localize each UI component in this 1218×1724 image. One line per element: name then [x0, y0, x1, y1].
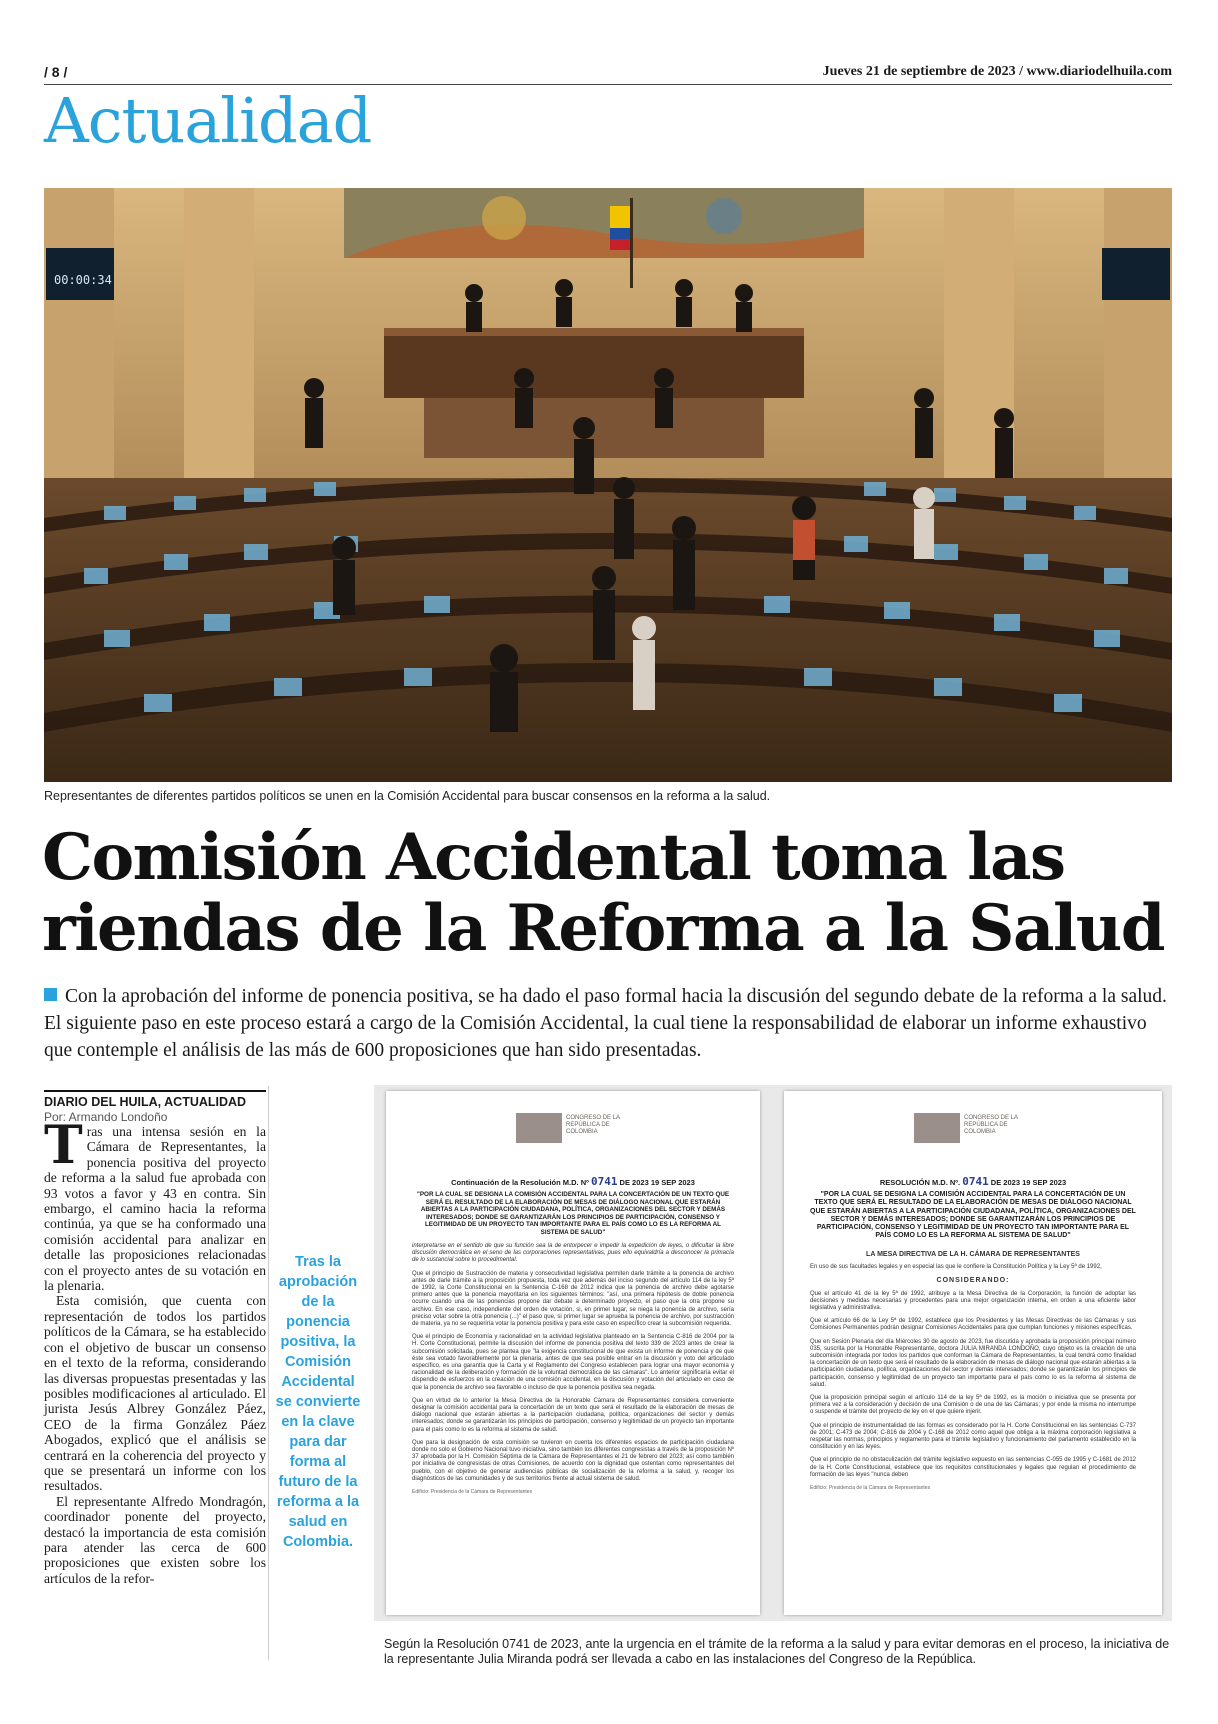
paragraph-1-text: ras una intensa sesión en la Cámara de Representantes, la ponencia positiva del proyecto de reforma a la salud fue aprobada con 93 votos a favor y 43 en contra. Sin embargo, el camino hacia la reforma continúa, ya que se ha conformado una comisión accidental para analizar en detalle las proposiciones relacionadas con el proyecto antes de su votación en la plenaria.	[44, 1124, 266, 1294]
pull-quote: Tras la aprobación de la ponencia positiva, la Comisión Accidental se convierte en la clave para dar forma al futuro de la reforma a la salud en Colombia.	[275, 1254, 361, 1550]
congress-crest-icon: CONGRESO DE LA REPÚBLICA DE COLOMBIA	[914, 1113, 1024, 1143]
photo-caption: Representantes de diferentes partidos políticos se unen en la Comisión Accidental para buscar consensos en la reforma a la salud.	[44, 789, 771, 803]
author-byline: Por: Armando Londoño	[44, 1110, 168, 1124]
chamber-illustration	[44, 188, 1172, 782]
resolution-title: "POR LA CUAL SE DESIGNA LA COMISIÓN ACCIDENTAL PARA LA CONCERTACIÓN DE UN TEXTO QUE SERÁ EL RESULTADO DE LA ELABORACIÓN DE MESAS DE DIÁLOGO NACIONAL QUE ESTARÁN ABIERTAS A LA PARTICIPACIÓN CIUDADANA, POLÍTICA, ORGANIZACIONES DEL SECTOR Y DEMÁS INTERESADOS; DONDE SE GARANTIZARÁN LOS PRINCIPIOS DE PARTICIPACIÓN, CONSENSO Y LEGITIMIDAD DE UN PROYECTO TAN IMPORTANTE PARA EL PAÍS COMO LO ES LA REFORMA AL SISTEMA DE SALUD"	[416, 1191, 730, 1236]
headline: Comisión Accidental toma las riendas de la Reforma a la Salud	[42, 820, 1165, 966]
resolution-title: "POR LA CUAL SE DESIGNA LA COMISIÓN ACCIDENTAL PARA LA CONCERTACIÓN DE UN TEXTO QUE SERÁ EL RESULTADO DE LA ELABORACIÓN DE MESAS DE DIÁLOGO NACIONAL QUE ESTARÁN ABIERTAS A LA PARTICIPACIÓN CIUDADANA, POLÍTICA, ORGANIZACIONES DEL SECTOR Y DEMÁS INTERESADOS; DONDE SE GARANTIZARÁN LOS PRINCIPIOS DE PARTICIPACIÓN, CONSENSO Y LEGITIMIDAD DE UN PROYECTO TAN IMPORTANTE PARA EL PAÍS COMO LO ES LA REFORMA AL SISTEMA DE SALUD"	[810, 1191, 1136, 1240]
section-title: Actualidad	[44, 84, 372, 157]
documents-caption: Según la Resolución 0741 de 2023, ante la urgencia en el trámite de la reforma a la salud y para evitar demoras en el proceso, la iniciativa de la representante Julia Miranda podrá ser llevada a cabo en las instalaciones del Congreso de la República.	[384, 1637, 1170, 1666]
page-number: / 8 /	[44, 64, 68, 80]
article-lead	[44, 983, 1172, 1064]
lead-text: Con la aprobación del informe de ponencia positiva, se ha dado el paso formal hacia la discusión del segundo debate de la reforma a la salud. El siguiente paso en este proceso estará a cargo de la Comisión Accidental, la cual tiene la responsabilidad de elaborar un informe exhaustivo que contemple el análisis de las más de 600 proposiciones que han sido presentadas.	[44, 986, 1167, 1061]
congress-photo	[44, 188, 1172, 782]
session-timer: 00:00:34	[54, 273, 112, 287]
page-header-bar	[44, 62, 1172, 85]
resolution-number: Continuación de la Resolución M.D. Nº 0741 DE 2023 19 SEP 2023	[451, 1175, 695, 1188]
source-label: DIARIO DEL HUILA, ACTUALIDAD	[44, 1090, 266, 1109]
paragraph-3: El representante Alfredo Mondragón, coordinador ponente del proyecto, destacó la importancia de esta comisión para atender las cerca de 600 proposiciones que existen sobre los artículos de la refor-	[44, 1493, 266, 1586]
paragraph-2: Esta comisión, que cuenta con representación de todos los partidos políticos de la Cámara, se ha establecido con el objetivo de buscar un consenso en el texto de la reforma, considerando las diversas propuestas presentadas y las posibles modificaciones al articulado. El jurista Jesús Albrey González Páez, CEO de la firma González Páez Abogados, explicó que el análisis se centrará en la coherencia del proyecto y que se presentará un informe con los resultados.	[44, 1293, 266, 1494]
column-divider	[268, 1086, 269, 1660]
lead-square-icon	[44, 988, 57, 1001]
resolution-body: LA MESA DIRECTIVA DE LA H. CÁMARA DE REPRESENTANTES En uso de sus facultades legales y en especial las que le confiere la Constitución Política y la Ley 5ª de 1992, CONSIDERANDO: Que el artículo 41 de la ley 5ª de 1992, atribuye a la Mesa Directiva de la Corporación, la función de adoptar las decisiones y medidas necesarias y procedentes para una mejor organización interna, en orden a una eficiente labor legislativa y administrativa. Que el artículo 66 de la Ley 5ª de 1992, establece que los Presidentes y las Mesas Directivas de las Cámaras y sus Comisiones Permanentes podrán designar Comisiones Accidentales para que cumplan funciones y misiones específicas. Que en Sesión Plenaria del día Miércoles 30 de agosto de 2023, fue discutida y aprobada la proposición principal número 035, suscrita por la Honorable Representante, doctora JULIA MIRANDA LONDOÑO, cuyo objeto es la creación de una subcomisión integrada por todos los partidos que conforman la Cámara de Representantes, la cual tendrá como finalidad la concertación de un texto que será el resultado de la elaboración de mesas de diálogo nacional que estarán abiertas a la participación ciudadana, política, organizaciones del sector y demás interesados; donde se garantizarán los principios de participación, consenso y legitimidad de un proyecto tan importante para el país como lo es la reforma al sistema de salud. Que la proposición principal según el artículo 114 de la ley 5ª de 1992, es la moción o iniciativa que se presenta por primera vez a la consideración y decisión de una Comisión o de una de las Cámaras; y por ende la misma no interrumpe o suspende el trámite del proyecto de ley en el que quiere injerir. Que el principio de instrumentalidad de las formas es considerado por la H. Corte Constitucional en las sentencias C-737 de 2001; C-473 de 2004; C-816 de 2004 y C-168 de 2012 como aquel que obliga a la máxima corporación legislativa a respetar las normas, principios y reglamento para el trámite legislativo y funcionamiento del parlamento establecido en la constitución y en las leyes. Que el principio de no obstaculización del trámite legislativo expuesto en las sentencias C-055 de 1995 y C-1681 de 2012 de la H. Corte Constitucional, establece que los requisitos constitucionales y legales que regulan el procedimiento de formación de las leyes "nunca deben Edificio: Presidencia de la Cámara de Representantes	[810, 1251, 1136, 1492]
resolution-documents	[374, 1085, 1172, 1621]
resolution-number: RESOLUCIÓN M.D. Nº. 0741 DE 2023 19 SEP 2023	[879, 1175, 1067, 1188]
dateline: Jueves 21 de septiembre de 2023 / www.diariodelhuila.com	[822, 64, 1172, 79]
resolution-page-continuation	[386, 1091, 760, 1615]
congress-crest-icon: CONGRESO DE LA REPÚBLICA DE COLOMBIA	[516, 1113, 626, 1143]
resolution-page-first	[784, 1091, 1162, 1615]
drop-cap: T	[44, 1115, 83, 1176]
resolution-body: interpretarse en el sentido de que su función sea la de entorpecer e impedir la expedición de leyes, o dificultar la libre discusión democrática en el seno de las corporaciones representativas, pues ello equivaldría a desconocer la primacía de lo sustancial sobre lo procedimental. Que el principio de Sustracción de materia y consecutividad legislativa permiten darle trámite a la ponencia de archivo antes de darle trámite a la proposición propuesta, toda vez que además del inciso segundo del artículo 114 de la ley 5ª de 1992, la Corte Constitucional en la Sentencia C-168 de 2012 indica que la ponencia de archivo debe agotarse primero antes que la ponencia mayoritaria en los siguientes términos: "así, una primera hipótesis de doble ponencia ocurre cuando una de las ponencias propone dar debate a determinado proyecto, el paso que la otra propone su archivo. En ese caso, independiente del orden de votación, si, en primer lugar, se niega la ponencia de archivo, sería preciso votar sobre la otra ponencia (...)" el paso que, si primer lugar se aprueba la ponencia de archivo, por sustracción de materia, ya no se requeriría votar la ponencia positiva y para este caso en específico crear la subcomisión requerida. Que el principio de Economía y racionalidad en la actividad legislativa planteado en la Sentencia C-816 de 2004 por la H. Corte Constitucional, permite la discusión del informe de ponencia positiva del texto 339 de 2023 antes de crear la subcomisión solicitada, pues se plantea que "la exigencia constitucional de que exista un informe de ponencia y de que éste sea votado favorablemente por la plenaria, antes de que sea posible entrar en la discusión y voto del articulado específico, es una garantía que la Carta y el Reglamento del Congreso establecen para lograr una mayor economía y racionalidad de la deliberación y formación de la voluntad democrática de las cámaras". Lo anterior significaría evitar el dispendio de esfuerzos en la creación de una comisión accidental, en la discusión y votación del articulado en caso de que la ponencia de archivo sea favorable o incluso de que la ponencia positiva sea negada. Que en virtud de lo anterior la Mesa Directiva de la Honorable Cámara de Representantes considera conveniente designar la comisión accidental para la concertación de un texto que será el resultado de la elaboración de mesas de diálogo nacional que estarán abiertas a la participación ciudadana, política, organizaciones del sector y demás interesados; donde se garantizarán los principios de participación, consenso y legitimidad de un proyecto tan importante para el país como lo es la reforma al sistema de salud. Que para la designación de esta comisión se tuvieron en cuenta los diferentes espacios de participación ciudadana donde no solo el Gobierno Nacional tuvo iniciativa, sino también los diferentes congresistas a través de la proposición Nº 37 aprobada por la H. Comisión Séptima de la Cámara de Representantes el 21 de febrero del 2023; así como también por iniciativa de congresistas de otras Comisiones, de acuerdo con la dignidad que ostentan como representantes del pueblo, con el objetivo de generar audiencias públicas de socialización de la reforma a la salud, y, recoger los diagnósticos de las comunidades y de sus territorios frente al actual sistema de salud. Edificio: Presidencia de la Cámara de Representantes	[412, 1243, 734, 1496]
